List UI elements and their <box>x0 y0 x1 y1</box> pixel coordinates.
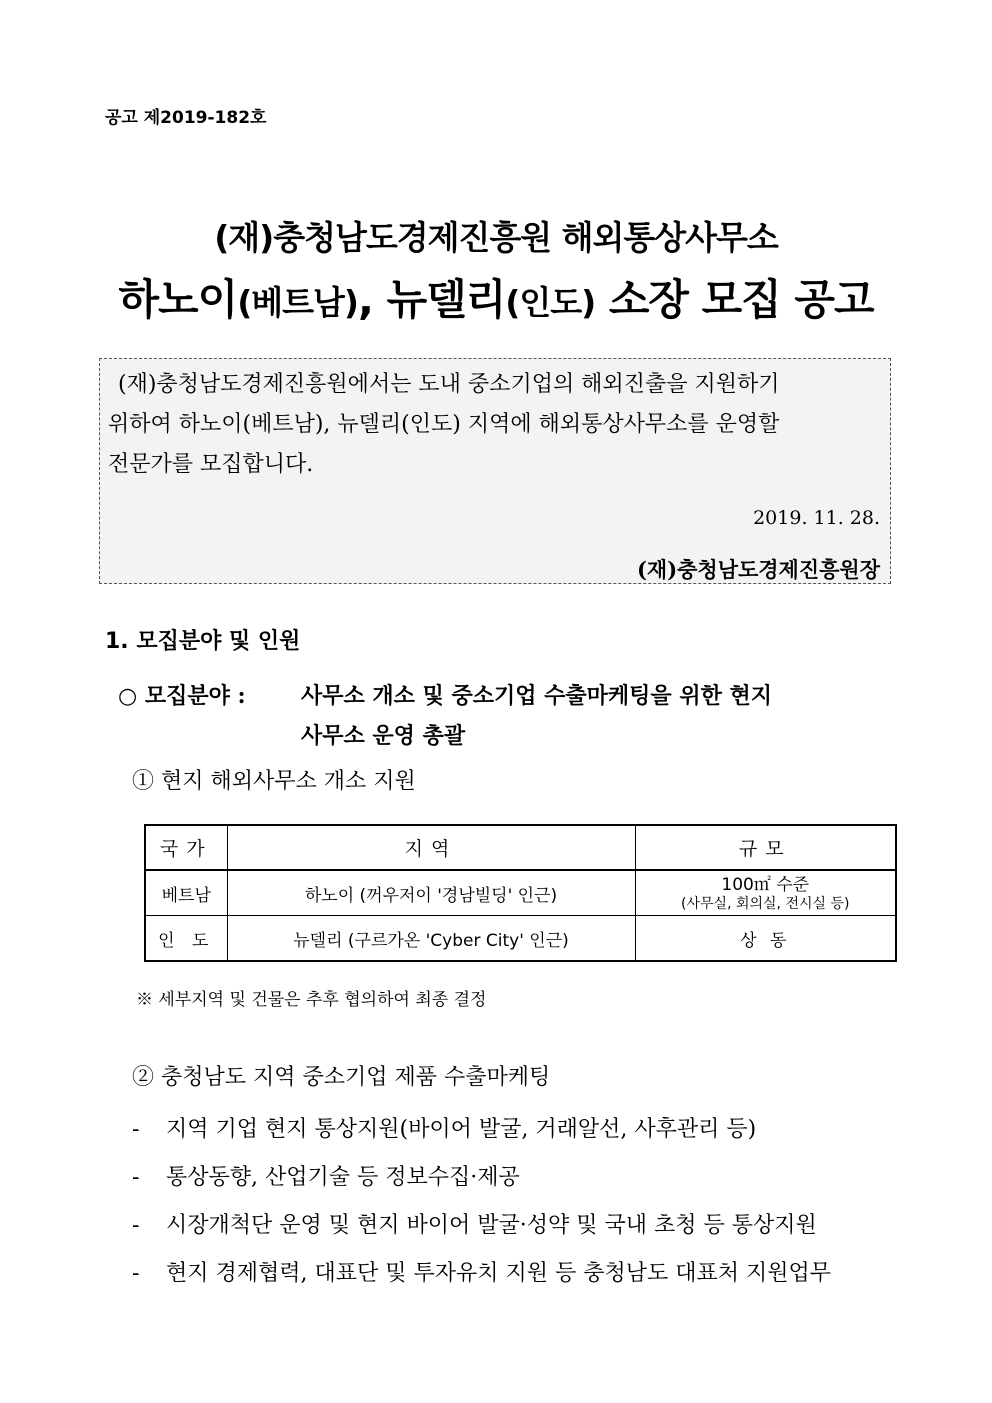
title-line1: (재)충청남도경제진흥원 해외통상사무소 <box>214 218 778 257</box>
cell-region: 뉴델리 (구르가온 'Cyber City' 인근) <box>227 916 635 962</box>
field-line2: 사무소 운영 총괄 <box>301 723 466 749</box>
recruit-field <box>118 676 898 749</box>
title-vietnam: (베트남) <box>237 283 358 322</box>
cell-region: 하노이 (꺼우저이 '경남빌딩' 인근) <box>227 870 635 916</box>
region-table <box>144 824 897 962</box>
intro-date: 2019. 11. 28. <box>753 507 880 529</box>
scale-main: 100㎡ 수준 <box>721 875 810 895</box>
list-item <box>132 1108 902 1156</box>
table-header-row <box>145 825 896 870</box>
bullet-text: 시장개척단 운영 및 현지 바이어 발굴·성약 및 국내 초청 등 통상지원 <box>166 1213 817 1238</box>
notice-number: 공고 제2019-182호 <box>105 108 267 128</box>
table-note: ※ 세부지역 및 건물은 추후 협의하여 최종 결정 <box>136 990 487 1010</box>
header-scale: 규모 <box>635 825 896 870</box>
title-hanoi: 하노이 <box>118 275 238 324</box>
bullet-text: 지역 기업 현지 통상지원(바이어 발굴, 거래알선, 사후관리 등) <box>166 1117 757 1142</box>
section1-heading: 1. 모집분야 및 인원 <box>105 629 301 654</box>
bullet-marker: - <box>132 1261 140 1286</box>
intro-signature: (재)충청남도경제진흥원장 <box>636 557 880 582</box>
field-label: ○ 모집분야 : <box>118 683 246 709</box>
subheading-2: ② 충청남도 지역 중소기업 제품 수출마케팅 <box>132 1065 551 1090</box>
bullet-marker: - <box>132 1213 140 1238</box>
cell-scale: 상 동 <box>635 916 896 962</box>
bullet-text: 통상동향, 산업기술 등 정보수집·제공 <box>166 1165 520 1190</box>
cell-scale <box>635 870 896 916</box>
cell-country: 인 도 <box>145 916 227 962</box>
header-region: 지역 <box>227 825 635 870</box>
title-line2 <box>0 267 992 327</box>
list-item <box>132 1156 902 1204</box>
list-item <box>132 1204 902 1252</box>
list-item <box>132 1252 902 1300</box>
field-line1: 사무소 개소 및 중소기업 수출마케팅을 위한 현지 <box>301 683 772 709</box>
title-newdelhi: , 뉴델리 <box>358 275 506 324</box>
bullet-marker: - <box>132 1165 140 1190</box>
table-row <box>145 870 896 916</box>
cell-country: 베트남 <box>145 870 227 916</box>
intro-line3: 전문가를 모집합니다. <box>108 452 314 477</box>
subheading-1: ① 현지 해외사무소 개소 지원 <box>132 769 416 794</box>
scale-note: (사무실, 회의실, 전시실 등) <box>681 896 850 912</box>
field-content <box>301 676 896 756</box>
bullet-text: 현지 경제협력, 대표단 및 투자유치 지원 등 충청남도 대표처 지원업무 <box>166 1261 831 1286</box>
bullet-marker: - <box>132 1117 140 1142</box>
intro-text <box>108 365 884 485</box>
intro-line2: 위하여 하노이(베트남), 뉴델리(인도) 지역에 해외통상사무소를 운영할 <box>108 412 780 437</box>
bullet-list <box>132 1108 902 1300</box>
intro-box <box>99 358 891 584</box>
header-country: 국가 <box>145 825 227 870</box>
title-india: (인도) <box>505 283 596 322</box>
title-recruit: 소장 모집 공고 <box>595 275 874 324</box>
intro-line1: (재)충청남도경제진흥원에서는 도내 중소기업의 해외진출을 지원하기 <box>118 372 780 397</box>
table-row <box>145 916 896 962</box>
